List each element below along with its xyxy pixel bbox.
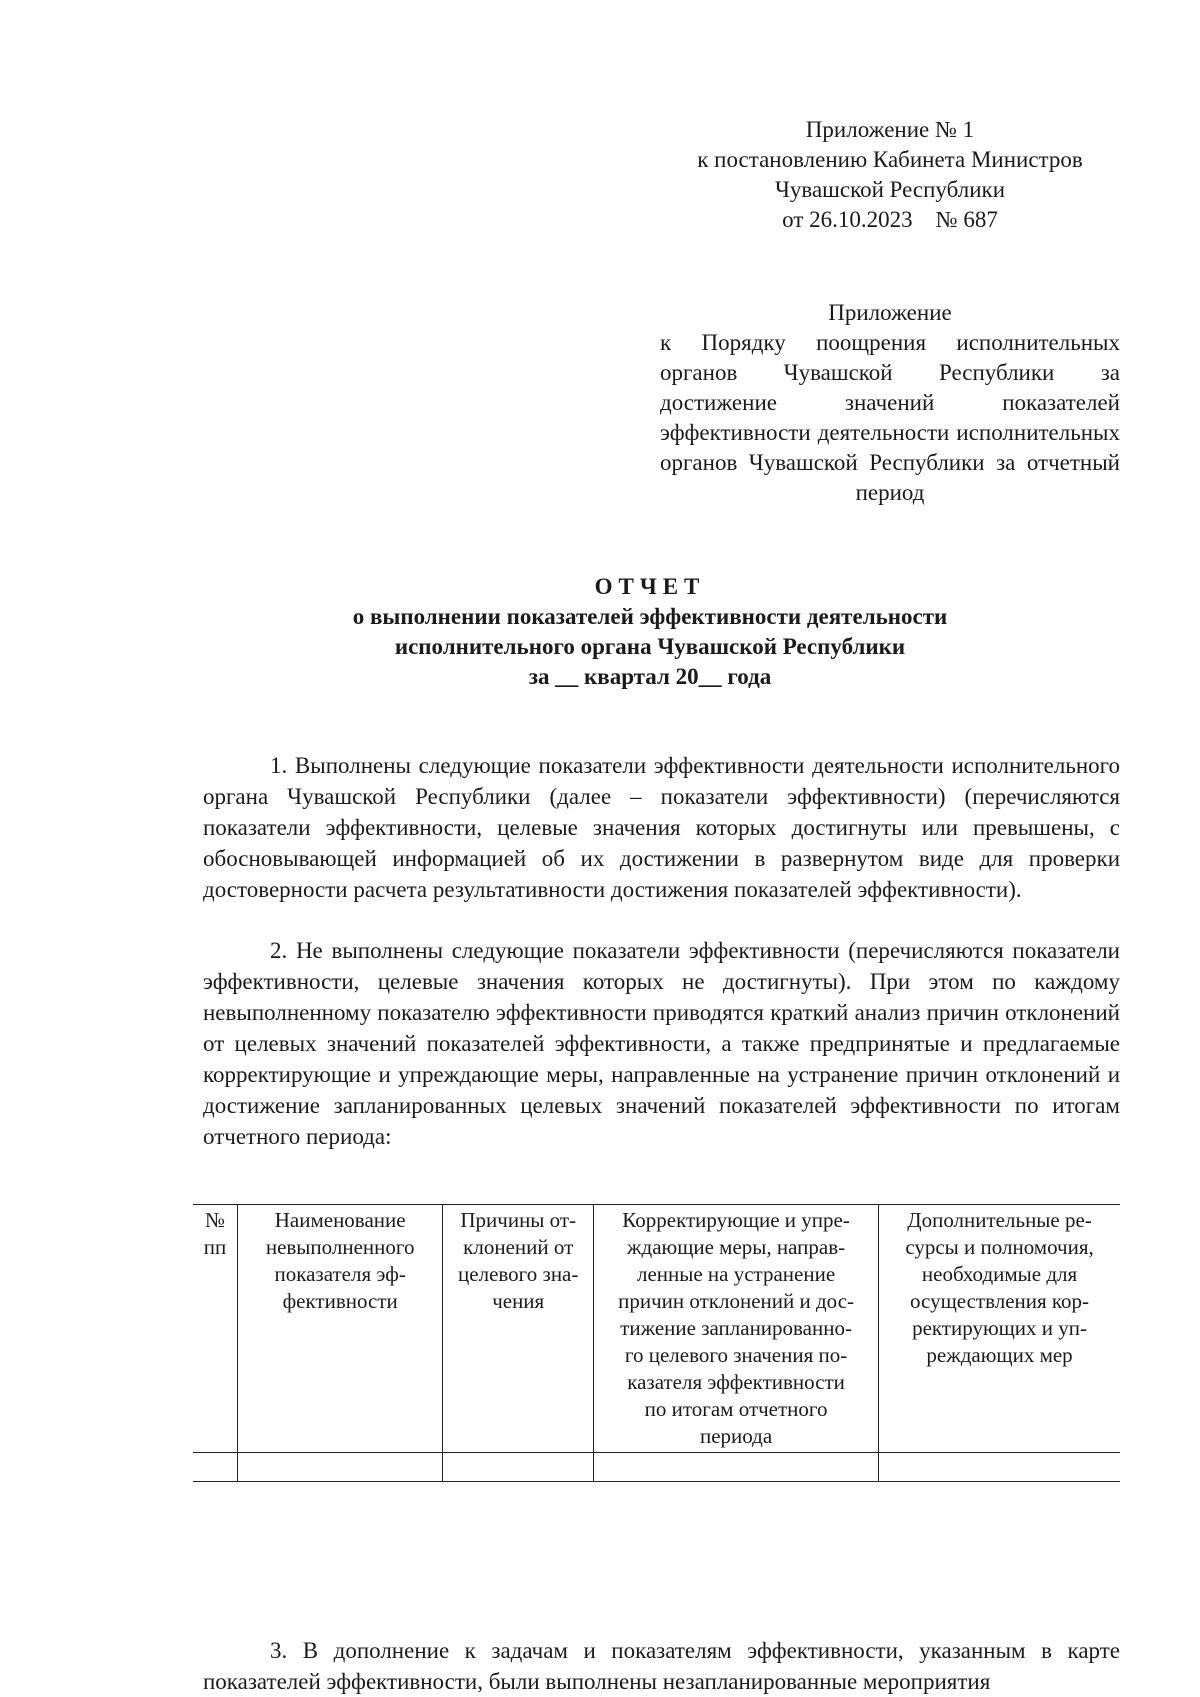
report-subtitle-line: исполнительного органа Чувашской Республики bbox=[394, 634, 906, 659]
appendix-title: Приложение bbox=[828, 300, 952, 325]
report-subtitle-line: о выполнении показателей эффективности деятельности bbox=[352, 604, 948, 629]
appendix-header bbox=[660, 298, 1120, 508]
appendix-1-line: к постановлению Кабинета Министров bbox=[697, 147, 1083, 172]
table-cell bbox=[443, 1453, 594, 1482]
paragraph-2: 2. Не выполнены следующие показатели эффективности (перечисляются показатели эффективности, целевые значения которых не достигнуты). При этом по каждому невыполненному показателю эффективности приводятся краткий анализ причин отклонений от целевых значений показателей эффективности, а также предпринятые и предлагаемые корректирующие и упреждающие меры, направленные на устранение причин отклонений и достижение запланированных целевых значений показателей эффективности по итогам отчетного периода: bbox=[203, 938, 1120, 1149]
appendix-1-header bbox=[660, 115, 1120, 235]
table-cell bbox=[594, 1453, 879, 1482]
table-row bbox=[193, 1453, 1120, 1482]
table-cell bbox=[193, 1453, 237, 1482]
table-cell bbox=[237, 1453, 442, 1482]
appendix-1-line: Приложение № 1 bbox=[805, 117, 975, 142]
appendix-1-line: Чувашской Республики bbox=[774, 177, 1006, 202]
table-header-cell: Наименование невыполненного показателя эф- фективности bbox=[237, 1205, 442, 1453]
table-header-cell: Корректирующие и упре- ждающие меры, направ- ленные на устранение причин отклонений и дос- тижение запланированно- го целевого значения по- казателя эффективности по итогам отчетного периода bbox=[594, 1205, 879, 1453]
appendix-1-line: от 26.10.2023 № 687 bbox=[782, 207, 998, 232]
table-header-cell: Причины от- клонений от целевого зна- чения bbox=[443, 1205, 594, 1453]
report-subtitle-line: за __ квартал 20__ года bbox=[528, 664, 772, 689]
paragraph-3: 3. В дополнение к задачам и показателям эффективности, указанным в карте показателей эффективности, были выполнены незапланированные мероприятия bbox=[203, 1638, 1120, 1694]
table-header-cell: Дополнительные ре- сурсы и полномочия, необходимые для осуществления кор- ректирующих и уп- реждающих мер bbox=[879, 1205, 1120, 1453]
table-header-row bbox=[193, 1205, 1120, 1453]
table-cell bbox=[879, 1453, 1120, 1482]
paragraph-1: 1. Выполнены следующие показатели эффективности деятельности исполнительного органа Чувашской Республики (далее – показатели эффективности) (перечисляются показатели эффективности, целевые значения которых достигнуты или превышены, с обосновывающей информацией об их достижении в развернутом виде для проверки достоверности расчета результативности достижения показателей эффективности). bbox=[203, 753, 1120, 902]
appendix-reference: к Порядку поощрения исполнительных органов Чувашской Республики за достижение значений показателей эффективности деятельности исполнительных органов Чувашской Республики за отчетный период bbox=[660, 330, 1120, 505]
report-title: ОТЧЕТ bbox=[594, 574, 706, 599]
table-header-cell: № пп bbox=[193, 1205, 237, 1453]
report-title-block bbox=[190, 572, 1110, 692]
unfulfilled-indicators-table bbox=[193, 1204, 1120, 1482]
